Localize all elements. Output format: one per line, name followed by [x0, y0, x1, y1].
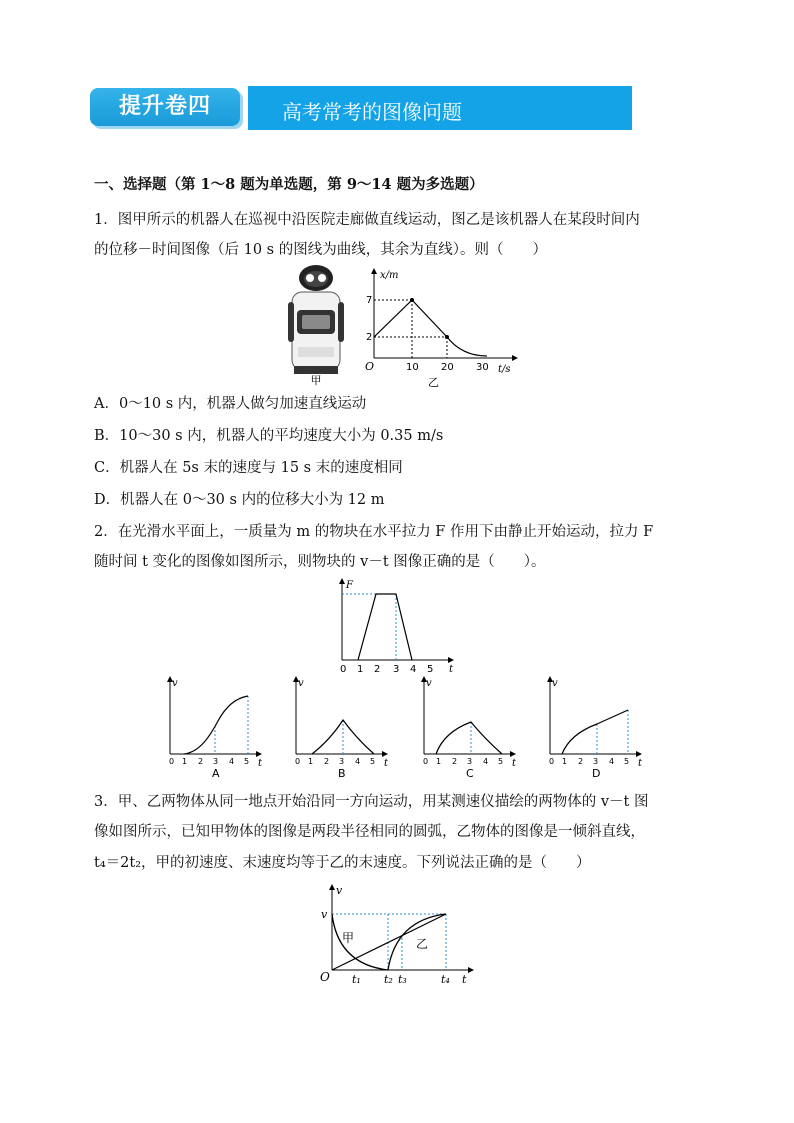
- volume-tag: 提升卷四: [90, 88, 240, 126]
- tick: 0: [169, 757, 175, 766]
- tick: 3: [339, 757, 345, 766]
- tick: 2: [198, 757, 204, 766]
- caption-jia: 甲: [310, 374, 322, 387]
- tick: 1: [308, 757, 314, 766]
- t-label: t: [384, 758, 389, 769]
- q2-ft-graph: [332, 578, 462, 678]
- option-label-c: C: [466, 767, 474, 780]
- tick: 3: [213, 757, 219, 766]
- q1-option-a: A．0～10 s 内，机器人做匀加速直线运动: [94, 396, 367, 412]
- q2-option-d-graph: [540, 676, 650, 780]
- q2-f-tick-1: 1: [357, 664, 364, 675]
- q2-stem-line2: 随时间 t 变化的图像如图所示，则物块的 v－t 图像正确的是（ ）。: [94, 554, 546, 570]
- tick: 5: [370, 757, 376, 766]
- q2-f-tick-5: 5: [427, 664, 434, 675]
- q2-option-b-graph: [286, 676, 396, 780]
- t-label: t: [512, 758, 517, 769]
- q2-f-tick-2: 2: [374, 664, 381, 675]
- q2-option-c-graph: [414, 676, 524, 780]
- q3-origin: O: [320, 970, 330, 984]
- t-label: t: [638, 758, 643, 769]
- q3-stem-line3: t₄＝2t₂，甲的初速度、末速度均等于乙的末速度。下列说法正确的是（ ）: [94, 855, 591, 871]
- page-title: 高考常考的图像问题: [248, 86, 632, 130]
- q2-f-tlabel: t: [449, 664, 454, 675]
- option-label-a: A: [212, 767, 220, 780]
- q2-f-tick-0: 0: [340, 664, 347, 675]
- v-label: v: [172, 678, 178, 689]
- q1-origin: O: [365, 360, 375, 373]
- label-jia: 甲: [342, 931, 355, 945]
- q1-xlabel: t/s: [498, 364, 511, 375]
- option-label-d: D: [592, 767, 601, 780]
- v-label: v: [426, 678, 432, 689]
- tick: 1: [436, 757, 442, 766]
- tick-t1: t₁: [352, 973, 361, 986]
- section-heading: 一、选择题（第 1～8 题为单选题，第 9～14 题为多选题）: [94, 176, 484, 193]
- q2-f-tick-3: 3: [393, 664, 400, 675]
- q3-ylabel: v: [336, 884, 343, 897]
- q1-xtick-20: 20: [441, 362, 454, 373]
- tick-t2: t₂: [384, 973, 393, 986]
- robot-figure: [280, 262, 360, 387]
- tick: 2: [578, 757, 584, 766]
- t-label: t: [258, 758, 263, 769]
- q1-option-c: C．机器人在 5s 末的速度与 15 s 末的速度相同: [94, 460, 403, 476]
- q1-xtick-10: 10: [406, 362, 419, 373]
- tick: 1: [562, 757, 568, 766]
- q2-option-a-graph: [160, 676, 270, 780]
- tick: 1: [182, 757, 188, 766]
- tick: 4: [609, 757, 615, 766]
- q3-vtick: v: [321, 908, 328, 921]
- q3-stem-line2: 像如图所示，已知甲物体的图像是两段半径相同的圆弧，乙物体的图像是一倾斜直线，: [94, 824, 645, 840]
- q1-stem-line2: 的位移－时间图像（后 10 s 的图线为曲线，其余为直线）。则（ ）: [94, 242, 547, 258]
- tick: 2: [452, 757, 458, 766]
- q1-xt-graph: [362, 266, 522, 390]
- tick: 0: [295, 757, 301, 766]
- option-label-b: B: [338, 767, 346, 780]
- tick: 5: [498, 757, 504, 766]
- tick: 3: [593, 757, 599, 766]
- q1-ytick-2: 2: [366, 332, 373, 343]
- v-label: v: [298, 678, 304, 689]
- caption-yi: 乙: [428, 376, 439, 389]
- v-label: v: [552, 678, 558, 689]
- q2-stem-line1: 2．在光滑水平面上，一质量为 m 的物块在水平拉力 F 作用下由静止开始运动，拉力 F: [94, 524, 654, 540]
- tick: 3: [467, 757, 473, 766]
- q1-ytick-7: 7: [366, 295, 373, 306]
- tick: 5: [244, 757, 250, 766]
- tick-t4: t₄: [441, 973, 450, 986]
- q2-f-label: F: [346, 580, 353, 591]
- tick: 4: [483, 757, 489, 766]
- q2-f-tick-4: 4: [410, 664, 417, 675]
- q1-option-d: D．机器人在 0～30 s 内的位移大小为 12 m: [94, 492, 385, 508]
- label-yi: 乙: [416, 937, 429, 951]
- tick-t3: t₃: [398, 973, 407, 986]
- tick: 5: [624, 757, 630, 766]
- tick: 0: [549, 757, 555, 766]
- q1-xtick-30: 30: [476, 362, 489, 373]
- q1-option-b: B．10～30 s 内，机器人的平均速度大小为 0.35 m/s: [94, 428, 444, 444]
- tick: 4: [355, 757, 361, 766]
- tick: 2: [324, 757, 330, 766]
- tick: 0: [423, 757, 429, 766]
- q3-stem-line1: 3．甲、乙两物体从同一地点开始沿同一方向运动，用某测速仪描绘的两物体的 v－t 图: [94, 794, 649, 810]
- q1-ylabel: x/m: [380, 270, 399, 281]
- q1-stem-line1: 1．图甲所示的机器人在巡视中沿医院走廊做直线运动，图乙是该机器人在某段时间内: [94, 212, 640, 228]
- q3-vt-graph: [316, 880, 484, 992]
- q3-xlabel: t: [462, 973, 467, 986]
- tick: 4: [229, 757, 235, 766]
